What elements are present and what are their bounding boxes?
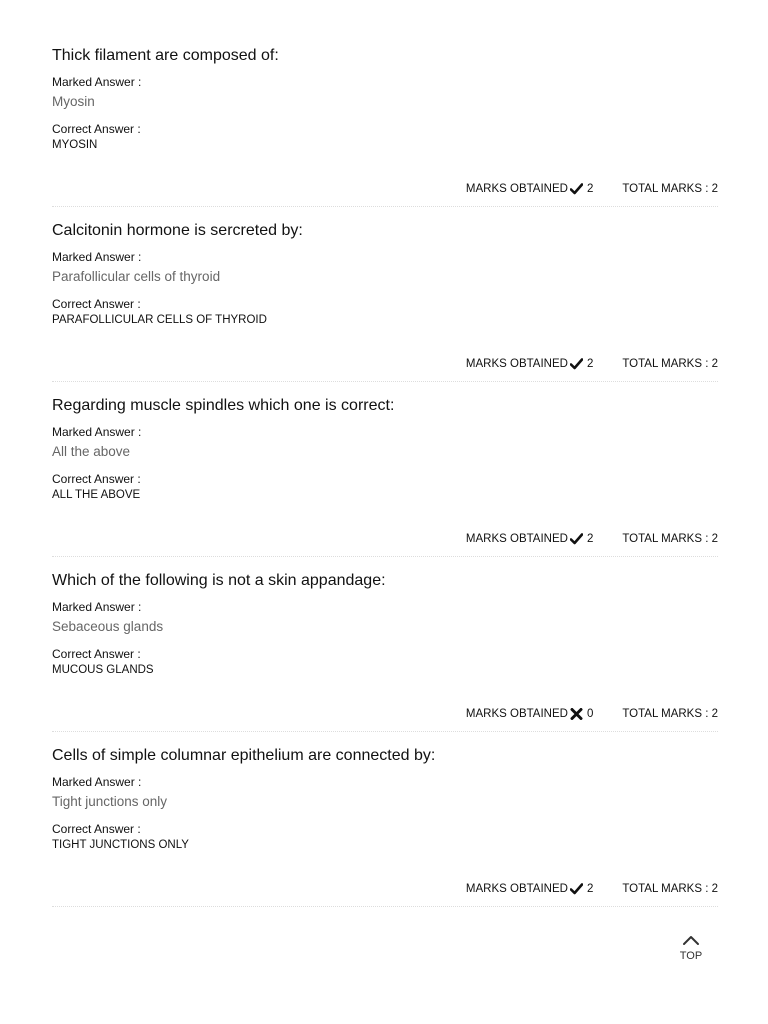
marked-answer-value: Tight junctions only (52, 794, 168, 809)
question-text: Cells of simple columnar epithelium are connected by: (52, 747, 436, 764)
marks-row (466, 707, 718, 721)
question-card (52, 571, 718, 746)
marks-obtained-label: MARKS OBTAINED (465, 883, 568, 895)
marks-obtained (466, 707, 593, 721)
correct-answer-value: PARAFOLLICULAR CELLS OF THYROID (52, 314, 267, 326)
total-marks: TOTAL MARKS : 2 (622, 708, 718, 720)
correct-answer-label: Correct Answer : (52, 122, 141, 136)
correct-answer-value: ALL THE ABOVE (52, 489, 141, 501)
divider (52, 381, 718, 382)
marks-row (466, 182, 718, 196)
marks-row (466, 532, 718, 546)
marked-answer-label: Marked Answer : (52, 775, 142, 789)
back-to-top-label: TOP (679, 950, 703, 962)
chevron-up-icon (682, 934, 700, 946)
marks-obtained (466, 882, 593, 896)
question-card (52, 746, 718, 921)
marked-answer-value: Sebaceous glands (52, 619, 164, 634)
total-marks: TOTAL MARKS : 2 (622, 183, 718, 195)
marks-obtained (466, 182, 593, 196)
correct-answer-value: TIGHT JUNCTIONS ONLY (52, 839, 189, 851)
marks-obtained-label: MARKS OBTAINED (465, 183, 568, 195)
marks-obtained-value: 2 (586, 883, 594, 895)
divider (52, 206, 718, 207)
correct-answer-label: Correct Answer : (52, 297, 141, 311)
divider (52, 731, 718, 732)
marks-obtained-value: 2 (586, 533, 594, 545)
correct-answer-value: MYOSIN (52, 139, 98, 151)
marked-answer-value: All the above (52, 444, 131, 459)
marked-answer-label: Marked Answer : (52, 75, 142, 89)
marks-obtained-value: 0 (586, 708, 594, 720)
marks-row (466, 357, 718, 371)
marks-row (466, 882, 718, 896)
marked-answer-value: Parafollicular cells of thyroid (52, 269, 221, 284)
correct-answer-label: Correct Answer : (52, 822, 141, 836)
marks-obtained (466, 532, 593, 546)
marked-answer-value: Myosin (52, 94, 95, 109)
question-card (52, 46, 718, 221)
question-text: Which of the following is not a skin appandage: (52, 572, 386, 589)
divider (52, 906, 718, 907)
question-card (52, 221, 718, 396)
question-text: Calcitonin hormone is sercreted by: (52, 222, 303, 239)
divider (52, 556, 718, 557)
question-text: Thick filament are composed of: (52, 47, 279, 64)
marks-obtained-label: MARKS OBTAINED (465, 533, 568, 545)
correct-answer-label: Correct Answer : (52, 647, 141, 661)
checkmark-icon (570, 533, 583, 545)
marks-obtained-label: MARKS OBTAINED (465, 358, 568, 370)
cross-icon (570, 708, 583, 720)
marked-answer-label: Marked Answer : (52, 250, 142, 264)
correct-answer-value: MUCOUS GLANDS (52, 664, 154, 676)
marks-obtained-value: 2 (586, 183, 594, 195)
total-marks: TOTAL MARKS : 2 (622, 883, 718, 895)
marks-obtained-label: MARKS OBTAINED (465, 708, 568, 720)
total-marks: TOTAL MARKS : 2 (622, 358, 718, 370)
total-marks: TOTAL MARKS : 2 (622, 533, 718, 545)
checkmark-icon (570, 183, 583, 195)
marked-answer-label: Marked Answer : (52, 600, 142, 614)
marked-answer-label: Marked Answer : (52, 425, 142, 439)
marks-obtained (466, 357, 593, 371)
checkmark-icon (570, 883, 583, 895)
checkmark-icon (570, 358, 583, 370)
question-card (52, 396, 718, 571)
question-text: Regarding muscle spindles which one is correct: (52, 397, 395, 414)
marks-obtained-value: 2 (586, 358, 594, 370)
correct-answer-label: Correct Answer : (52, 472, 141, 486)
back-to-top-button[interactable] (674, 930, 708, 966)
